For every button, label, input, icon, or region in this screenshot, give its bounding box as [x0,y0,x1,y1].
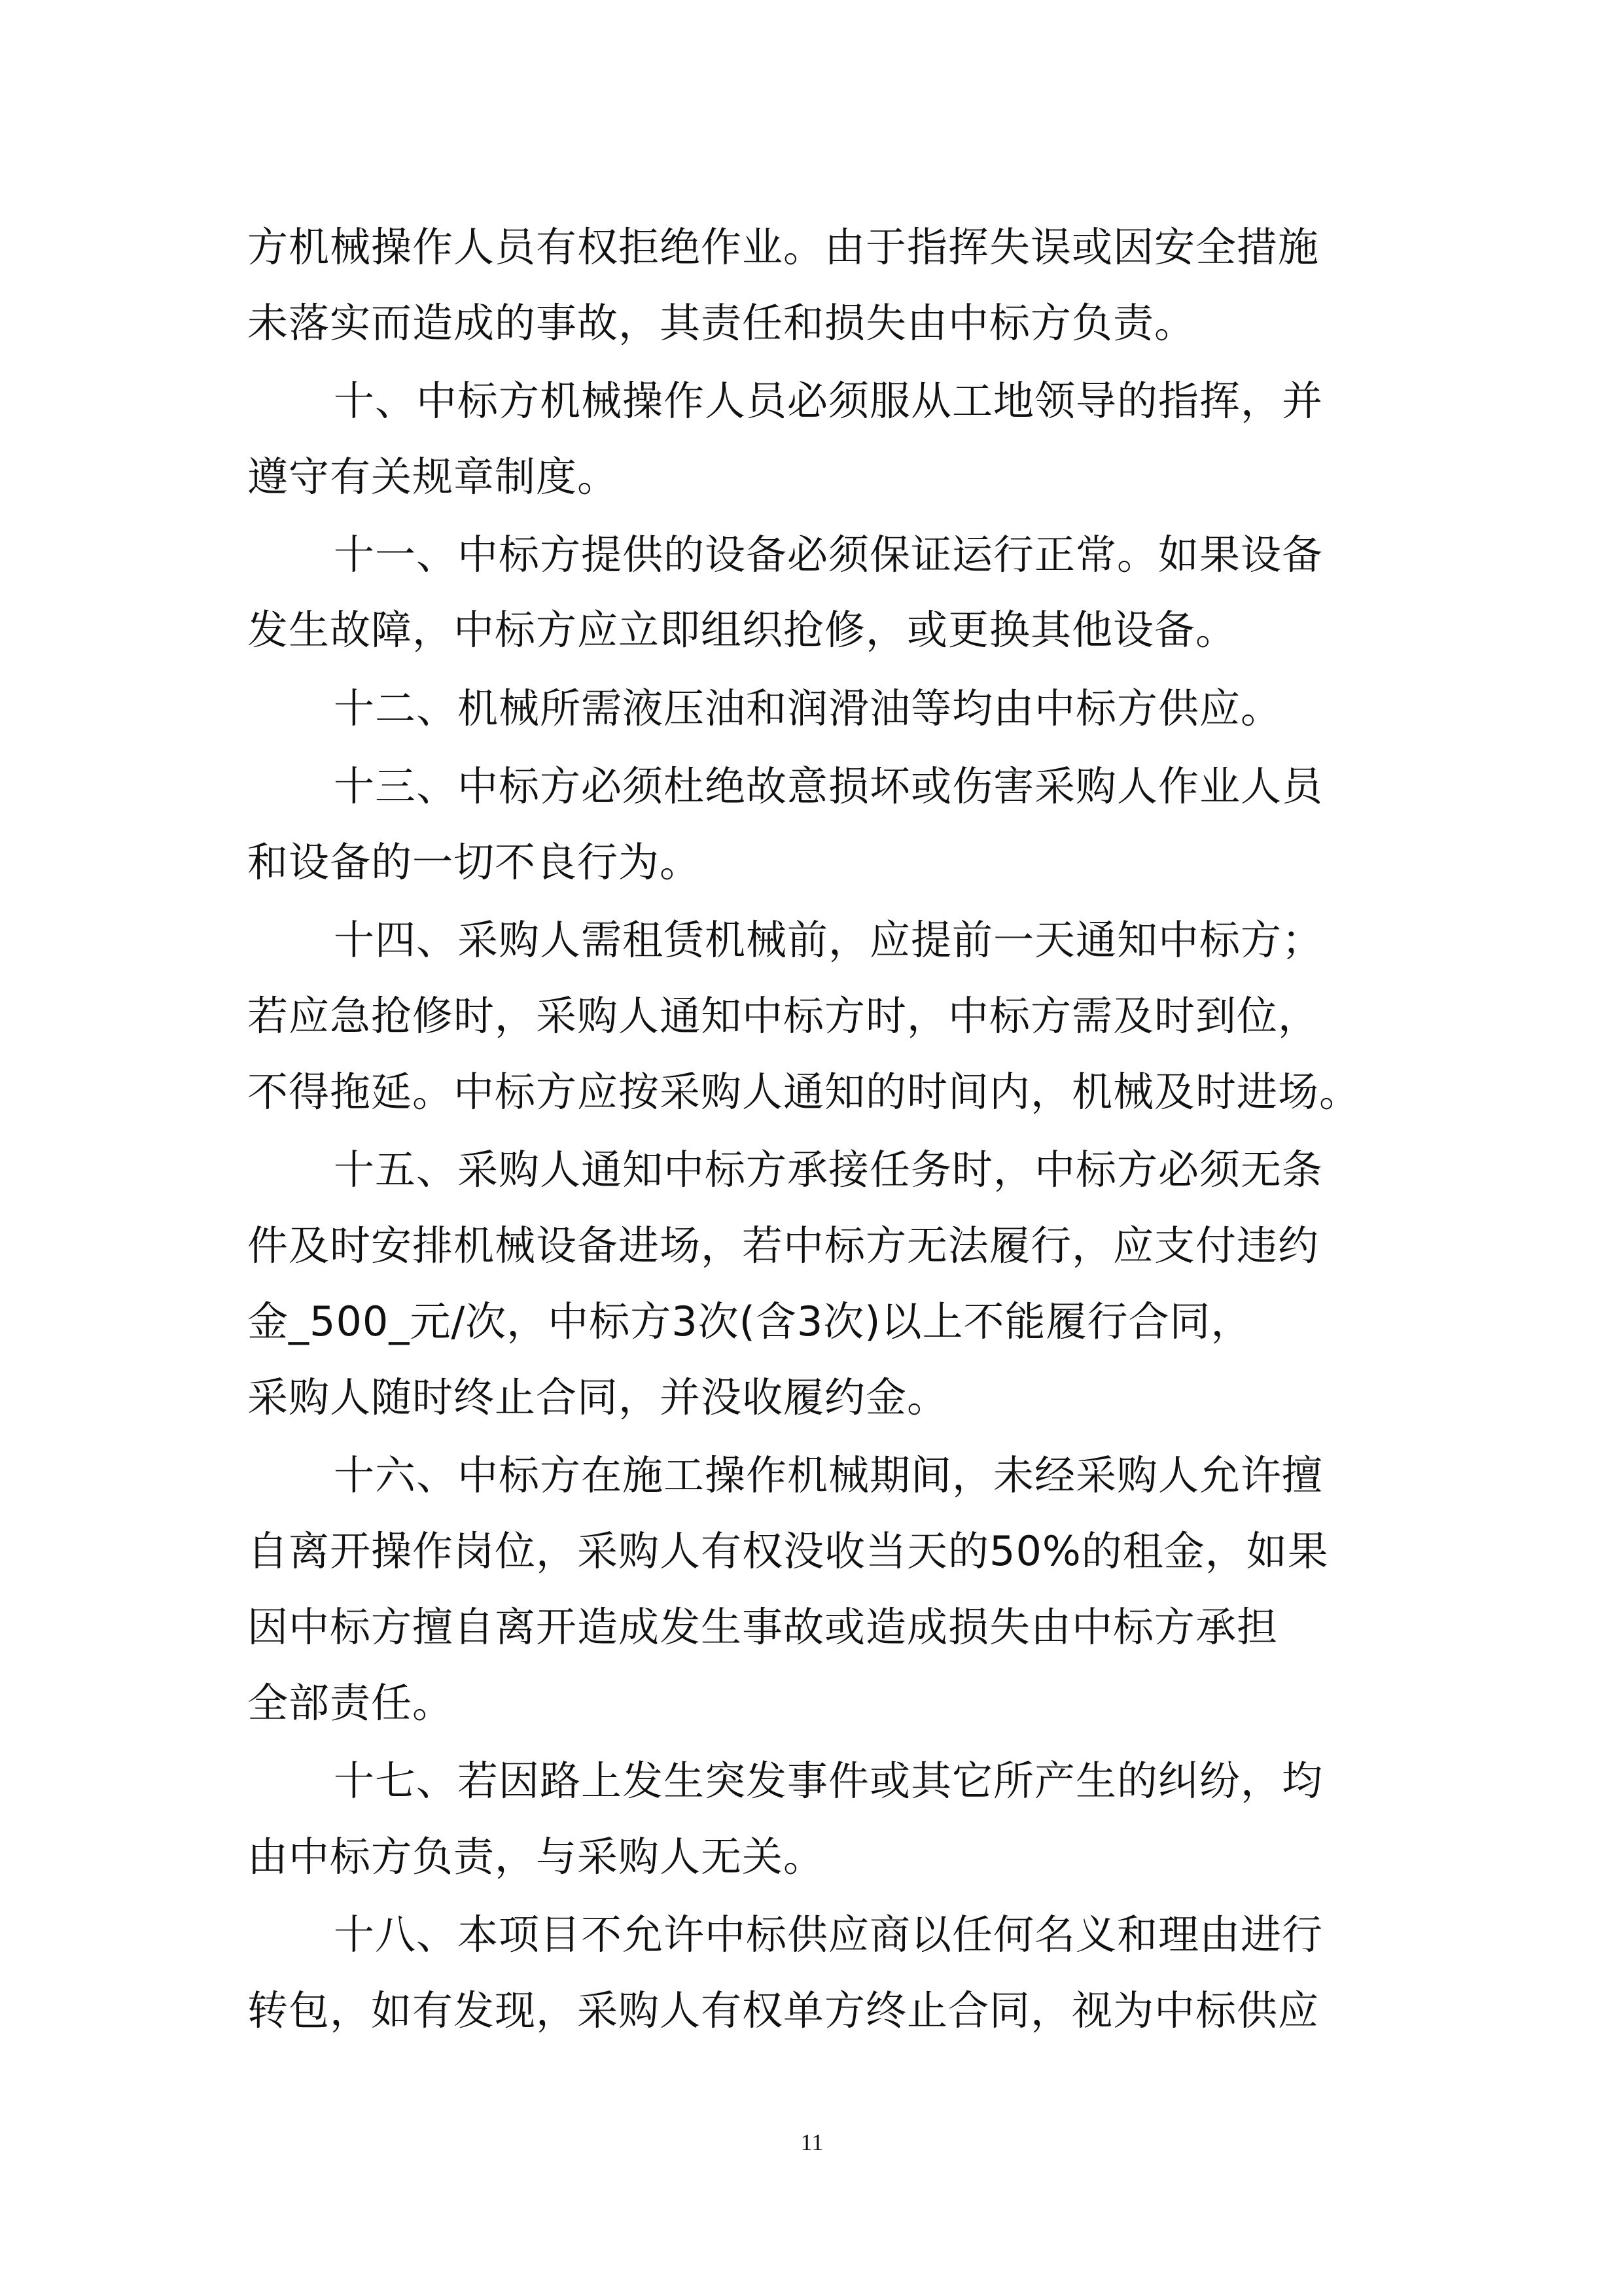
clause-13-line-1: 十三、中标方必须杜绝故意损坏或伤害采购人作业人员 [334,762,1324,810]
clause-10-line-2: 遵守有关规章制度。 [247,453,619,501]
clause-17-line-2: 由中标方负责，与采购人无关。 [247,1833,825,1881]
clause-16-line-1: 十六、中标方在施工操作机械期间，未经采购人允许擅 [334,1451,1324,1499]
clause-12-line-1: 十二、机械所需液压油和润滑油等均由中标方供应。 [334,684,1282,732]
text-line-1: 方机械操作人员有权拒绝作业。由于指挥失误或因安全措施 [247,223,1320,271]
text-line-2: 未落实而造成的事故，其责任和损失由中标方负责。 [247,299,1196,347]
clause-15-line-4: 采购人随时终止合同，并没收履约金。 [247,1373,949,1421]
clause-15-line-2: 件及时安排机械设备进场，若中标方无法履行，应支付违约 [247,1222,1320,1269]
clause-16-line-4: 全部责任。 [247,1679,454,1727]
clause-11-line-1: 十一、中标方提供的设备必须保证运行正常。如果设备 [334,531,1324,578]
clause-13-line-2: 和设备的一切不良行为。 [247,838,701,886]
page-number: 11 [800,2129,824,2155]
clause-11-line-2: 发生故障，中标方应立即组织抢修，或更换其他设备。 [247,606,1237,654]
clause-18-line-2: 转包，如有发现，采购人有权单方终止合同，视为中标供应 [247,1987,1320,2034]
clause-14-line-2: 若应急抢修时，采购人通知中标方时，中标方需及时到位， [247,992,1320,1040]
clause-15-line-1: 十五、采购人通知中标方承接任务时，中标方必须无条 [334,1146,1324,1193]
clause-16-line-2: 自离开操作岗位，采购人有权没收当天的50%的租金，如果 [247,1527,1329,1575]
clause-15-line-3: 金_500_元/次，中标方3次(含3次)以上不能履行合同， [247,1298,1252,1345]
clause-16-line-3: 因中标方擅自离开造成发生事故或造成损失由中标方承担 [247,1603,1279,1651]
clause-10-line-1: 十、中标方机械操作人员必须服从工地领导的指挥，并 [334,377,1324,425]
clause-18-line-1: 十八、本项目不允许中标供应商以任何名义和理由进行 [334,1911,1324,1958]
clause-14-line-1: 十四、采购人需租赁机械前，应提前一天通知中标方； [334,916,1324,964]
clause-17-line-1: 十七、若因路上发生突发事件或其它所产生的纠纷，均 [334,1757,1324,1805]
clause-14-line-3: 不得拖延。中标方应按采购人通知的时间内，机械及时进场。 [247,1068,1361,1116]
